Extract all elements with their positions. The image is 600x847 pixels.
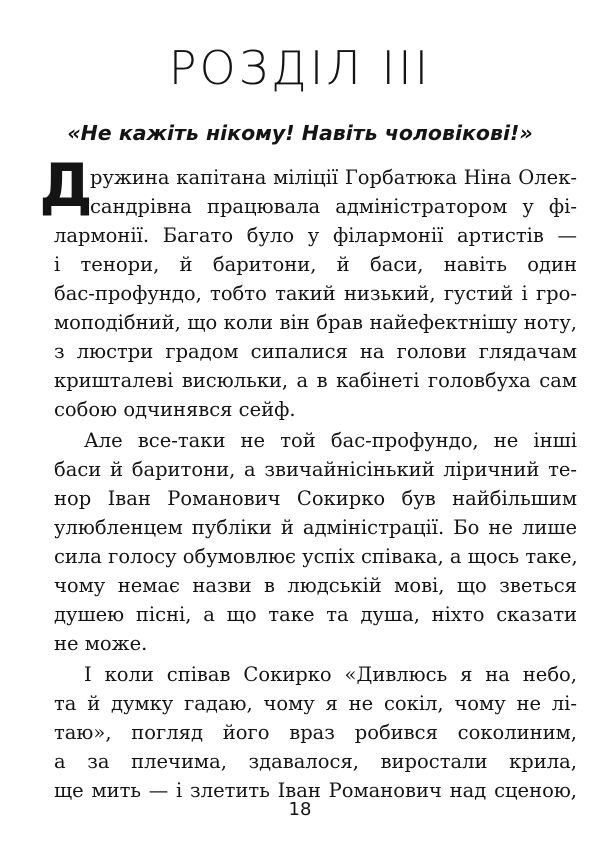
paragraph-2-line-4: улюбленцем публіки й адміністрації. Бо не лише	[54, 516, 577, 539]
drop-cap-glyph: Д	[39, 151, 93, 221]
paragraph-1-line-3: лармонії. Багато було у філармонії артистів —	[54, 224, 577, 247]
paragraph-2-line-7: душею пісні, а що таке та душа, ніхто сказати	[54, 603, 577, 626]
paragraph-1-line-6: моподібний, що коли він брав найефектнішу ноту,	[54, 311, 577, 334]
paragraph-2-line-2: баси й баритони, а звичайнісінький ліричний те-	[54, 458, 577, 481]
paragraph-3-line-4: а за плечима, здавалося, виростали крила,	[54, 750, 577, 773]
paragraph-2-line-5: сила голосу обумовлює успіх співака, а щось таке,	[54, 545, 578, 568]
paragraph-1-line-1: ружина капітана міліції Горбатюка Ніна Олек-	[90, 166, 577, 189]
paragraph-2-line-3: нор Іван Романович Сокирко був найбільшим	[54, 487, 577, 510]
chapter-subtitle: «Не кажіть нікому! Навіть чоловікові!»	[67, 121, 533, 145]
paragraph-1-line-9: собою одчинявся сейф.	[54, 398, 296, 421]
paragraph-1-line-5: бас-профундо, тобто такий низький, густий і гро-	[54, 282, 577, 305]
paragraph-1-line-8: кришталеві висюльки, а в кабінеті головбуха сам	[54, 369, 577, 392]
paragraph-3-line-2: та й думку гадаю, чому я не сокіл, чому не лі-	[54, 692, 577, 715]
paragraph-2-line-1: Але все-таки не той бас-профундо, не інші	[84, 429, 577, 452]
paragraph-2-line-8: не може.	[54, 632, 148, 655]
page-number: 18	[288, 799, 312, 820]
paragraph-1-line-2: сандрівна працювала адміністратором у фі-	[90, 195, 577, 218]
paragraph-2-line-6: чому немає назви в людській мові, що зветься	[54, 574, 577, 597]
paragraph-3-line-3: таю», погляд його враз робився соколиним,	[54, 721, 577, 744]
paragraph-3-line-5: ще мить — і злетить Іван Романович над сценою,	[54, 779, 577, 802]
paragraph-1-line-7: з люстри градом сипалися на голови глядачам	[54, 340, 577, 363]
paragraph-1-line-4: і тенори, й баритони, й баси, навіть один	[54, 253, 577, 276]
drop-cap-letter	[39, 151, 93, 221]
chapter-title: РОЗДІЛ ІІІ	[168, 41, 432, 95]
paragraph-3-line-1: І коли співав Сокирко «Дивлюсь я на небо,	[84, 663, 577, 686]
